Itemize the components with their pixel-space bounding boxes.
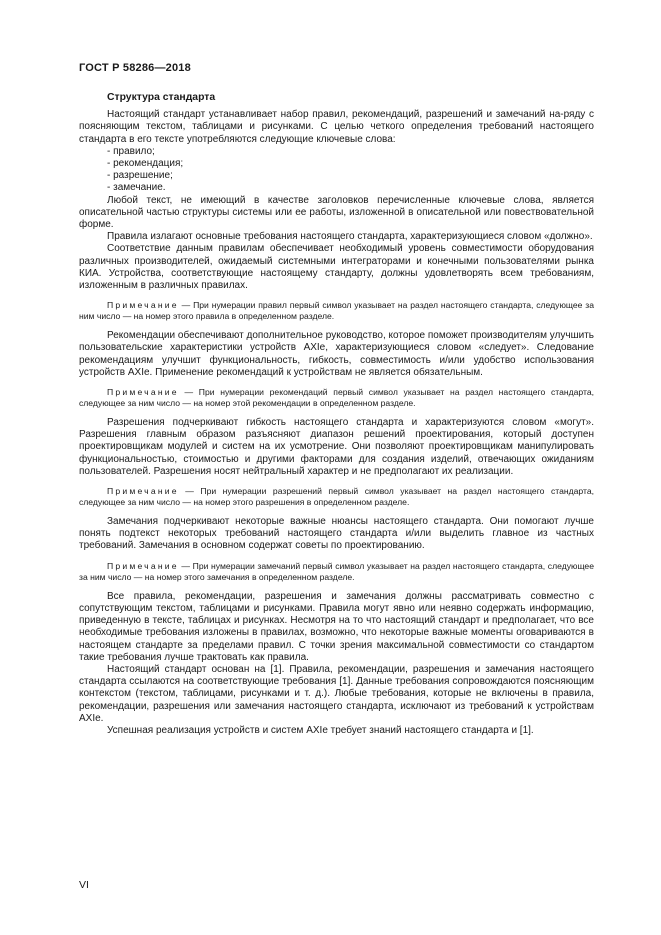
intro-paragraph: Настоящий стандарт устанавливает набор правил, рекомендаций, разрешений и замечаний на-ряду с поясняющим текстом, таблицами и рисунками. С целью четкого определения требований настоящего стандарта в его тексте употребляются следующие ключевые слова: (79, 109, 594, 145)
note-permissions (79, 486, 594, 508)
paragraph-permissions: Разрешения подчеркивают гибкость настоящего стандарта и характеризуются словом «могут». Разрешения главным образом разъясняют диапазон решений проектирования, который доступен проектировщикам модулей и систем на их усмотрение. Они позволяют проектировщикам манипулировать функциональностью, стоимостью и другими факторами для создания изделий, отвечающих ожиданиям пользователей. Разрешения носят нейтральный характер и не предполагают их реализации. (79, 417, 594, 477)
paragraph-rules: Правила излагают основные требования настоящего стандарта, характеризующиеся словом «должно». (107, 231, 593, 243)
note-recommendations (79, 387, 594, 409)
note-rules-text: — При нумерации правил первый символ указывает на раздел настоящего стандарта, следующее за ним число — на номер этого правила в определенном разделе. (79, 300, 595, 322)
paragraph-success: Успешная реализация устройств и систем AXIe требует знаний настоящего стандарта и [1]. (107, 724, 534, 736)
note-label: Примечание (107, 560, 179, 571)
paragraph-remarks: Замечания подчеркивают некоторые важные нюансы настоящего стандарта. Они помогают лучше понять подтекст некоторых требований настоящего стандарта и/или выделить главное из частных требований. Замечания в основном содержат советы по проектированию. (79, 516, 594, 552)
note-remarks (79, 561, 594, 583)
section-title: Структура стандарта (107, 92, 216, 103)
page-number: VI (79, 879, 89, 891)
keyword-item-rule: - правило; (107, 145, 155, 157)
paragraph-compliance: Соответствие данным правилам обеспечивает необходимый уровень совместимости оборудования различных производителей, ожидаемый системными интеграторами и конечными пользователями рынка КИА. Устройства, соответствующие настоящему стандарту, должны удовлетворять всем требованиям, изложенным в различных правилах. (79, 243, 594, 292)
paragraph-all-requirements: Все правила, рекомендации, разрешения и замечания должны рассматривать совместно с сопутствующим текстом, таблицами и рисунками. Правила могут явно или неявно содержать информацию, приведенную в тексте, таблицах и рисунках. Несмотря на то что настоящий стандарт и предполагает, что все необходимые требования изложены в правилах, возможно, что некоторые важные моменты оговариваются в настоящем стандарте за пределами правил. С точки зрения максимальной совместимости со стандартом такие требования лучше трактовать как правила. (79, 590, 594, 663)
paragraph-recommendations: Рекомендации обеспечивают дополнительное руководство, которое поможет производителям улучшить пользовательские характеристики устройств AXIe, характеризующиеся словом «следует». Следование рекомендациям улучшит функциональность, гибкость, совместимость и/или удобство использования устройств AXIe. Применение рекомендаций к устройствам не является обязательным. (79, 330, 594, 378)
note-label: Примечание (107, 300, 179, 311)
note-rules (79, 300, 594, 322)
keyword-item-recommendation: - рекомендация; (107, 158, 184, 170)
keyword-item-remark: - замечание. (107, 182, 166, 194)
keyword-item-permission: - разрешение; (107, 170, 173, 182)
note-label: Примечание (107, 387, 179, 398)
paragraph-other-text: Любой текст, не имеющий в качестве заголовков перечисленные ключевые слова, является описательной частью структуры системы или ее работы, изложенной в описательной или повествовательной форме. (79, 194, 594, 231)
note-remarks-text: — При нумерации замечаний первый символ указывает на раздел настоящего стандарта, следующее за ним число — на номер этого замечания в определенном разделе. (79, 560, 594, 582)
document-body (79, 92, 594, 737)
note-permissions-text: — При нумерации разрешений первый символ указывает на раздел настоящего стандарта, следующее за ним число — на номер этого разрешения в определенном разделе. (79, 486, 594, 508)
paragraph-based-on: Настоящий стандарт основан на [1]. Правила, рекомендации, разрешения и замечания настоящего стандарта ссылаются на соответствующие требования [1]. Данные требования сопровождаются поясняющим контекстом (текстом, таблицами, рисунками и т. д.). Любые требования, которые не включены в правила, рекомендации, разрешения или замечания настоящего стандарта, исключают из требований к устройствам AXIe. (79, 663, 594, 724)
page-header-standard-code: ГОСТ Р 58286—2018 (79, 62, 191, 74)
note-recommendations-text: — При нумерации рекомендаций первый символ указывает на раздел настоящего стандарта, следующее за ним число — на номер этой рекомендации в определенном разделе. (79, 387, 594, 409)
note-label: Примечание (107, 486, 179, 497)
